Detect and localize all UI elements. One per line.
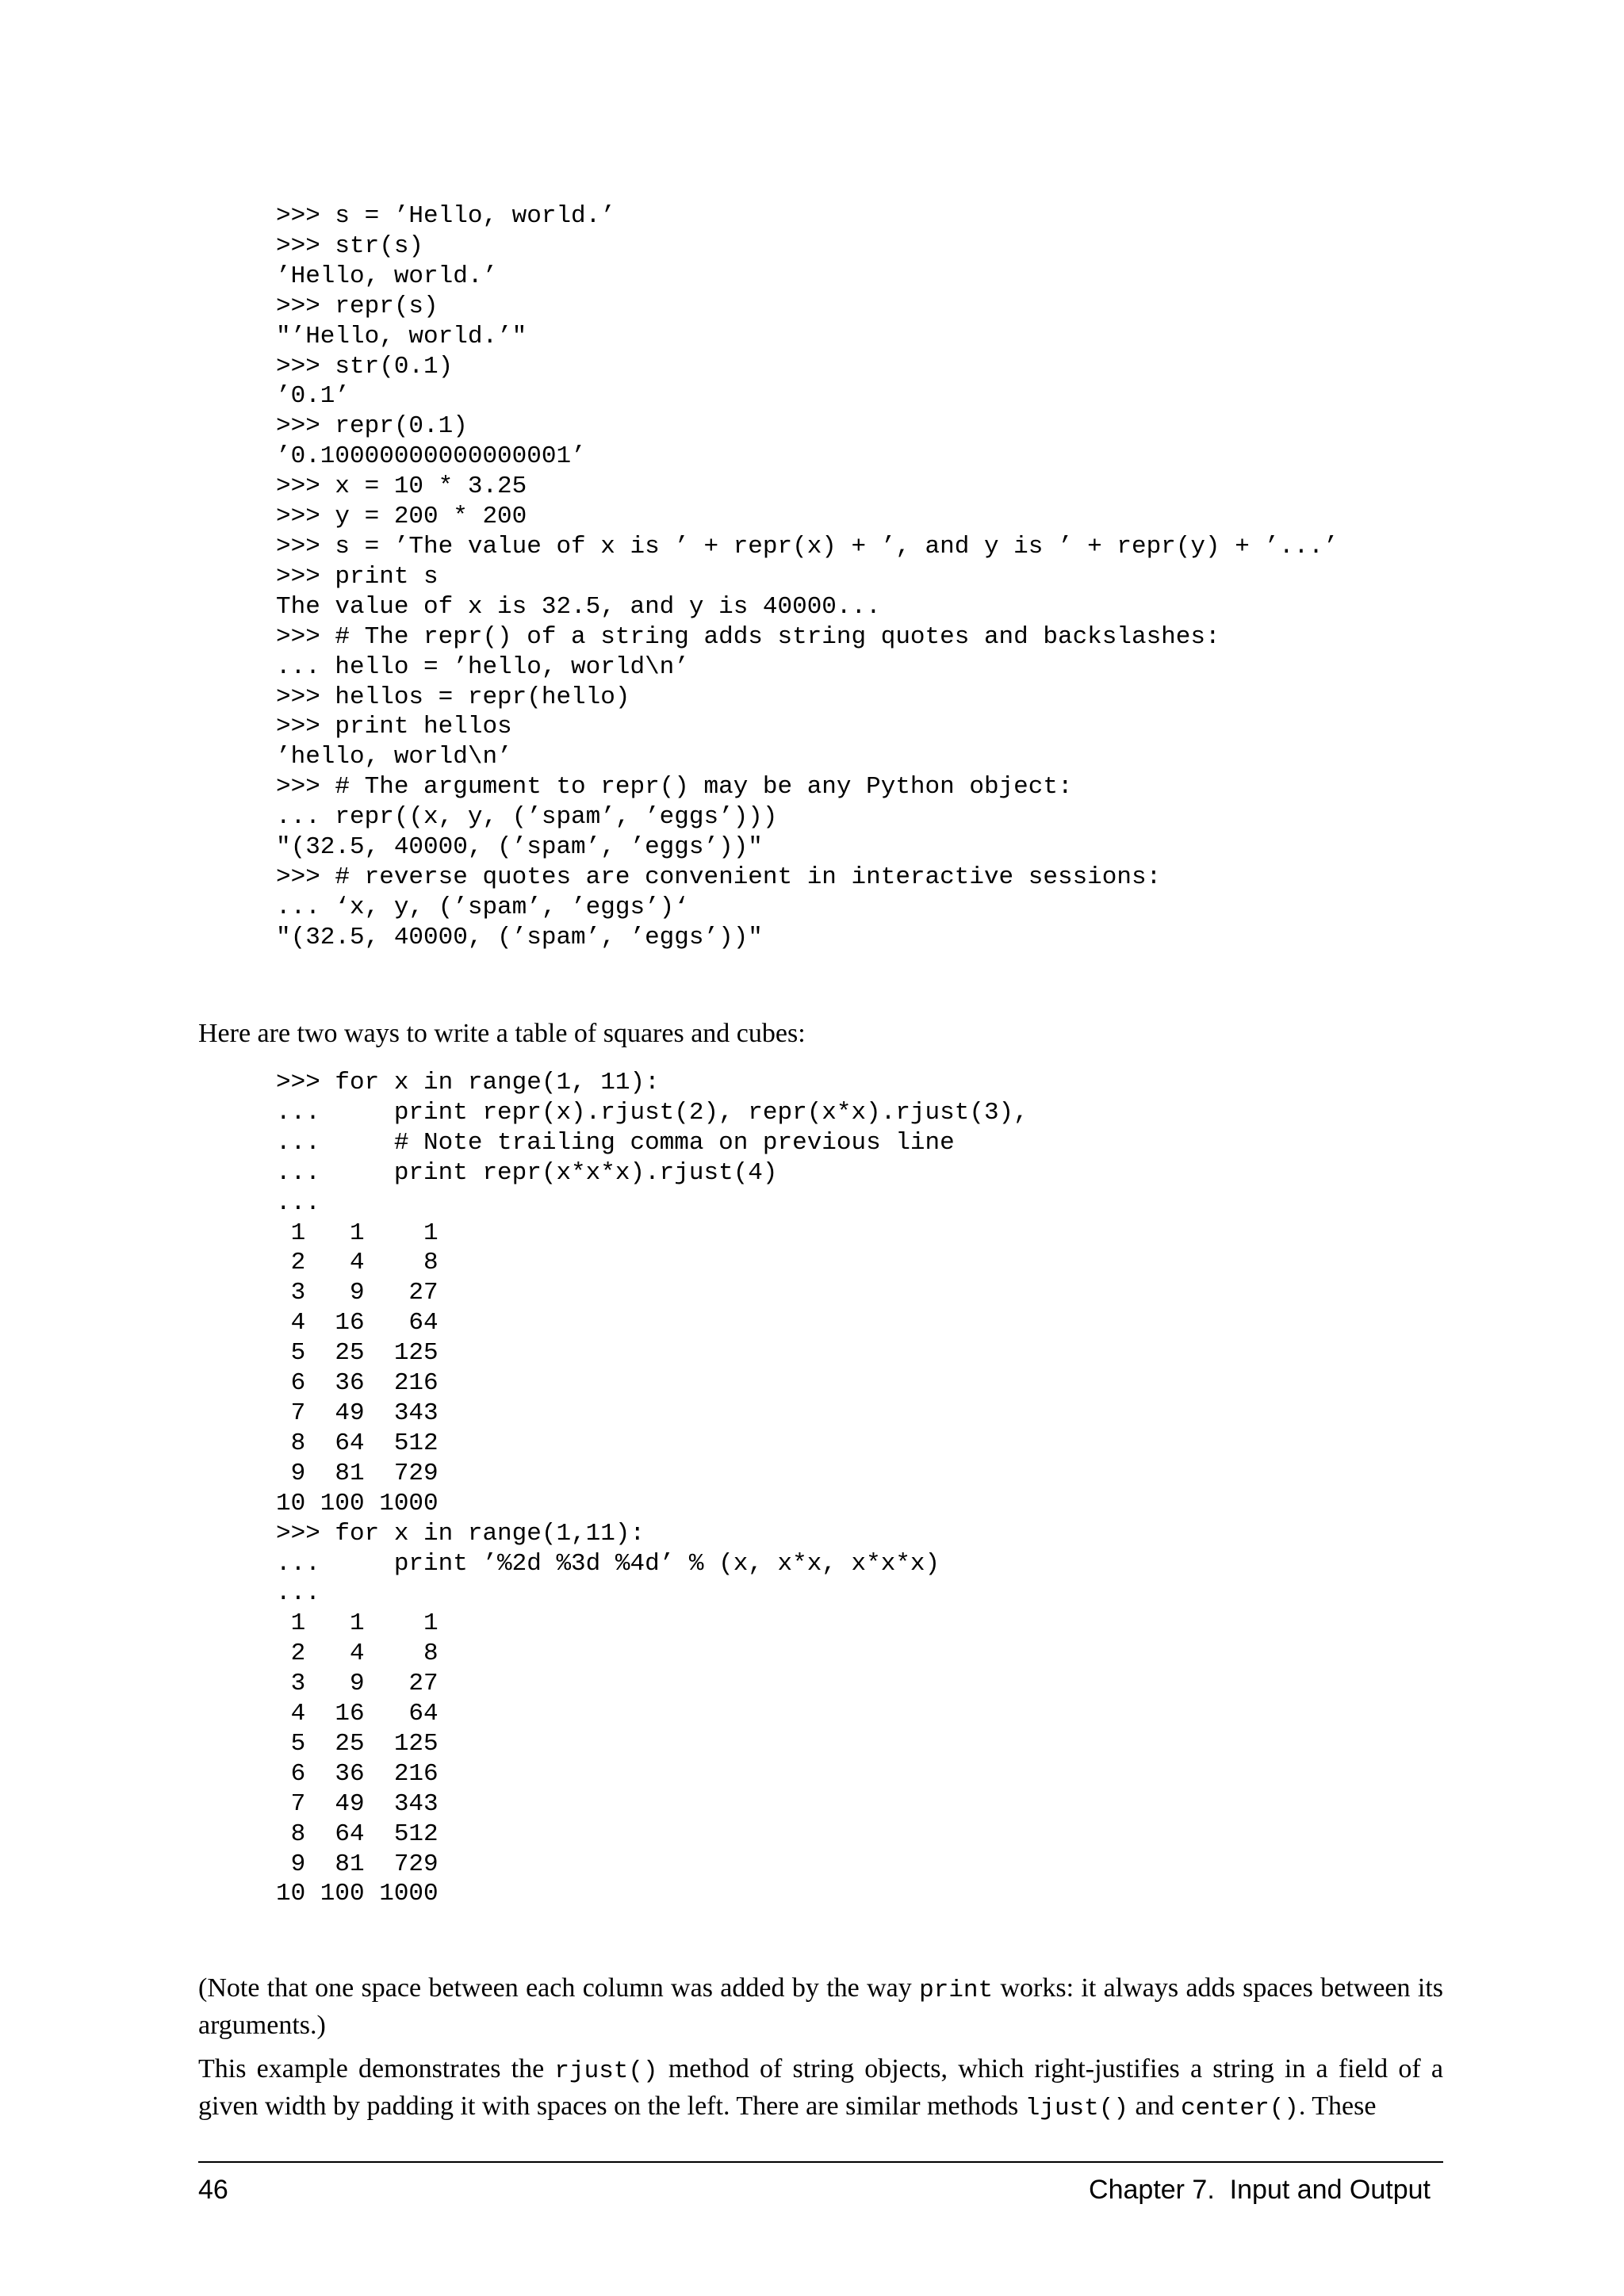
code-line: 3 9 27 xyxy=(276,1670,439,1698)
code-line: 10 100 1000 xyxy=(276,1880,439,1908)
code-line: 2 4 8 xyxy=(276,1249,439,1277)
rjust-text-3: and xyxy=(1128,2091,1182,2121)
code-line: ... hello = ’hello, world\n’ xyxy=(276,652,689,681)
code-line: ... print ’%2d %3d %4d’ % (x, x*x, x*x*x) xyxy=(276,1549,940,1578)
code-line: ... # Note trailing comma on previous line xyxy=(276,1128,955,1157)
code-block-repr-examples xyxy=(276,201,1338,953)
code-line: ’Hello, world.’ xyxy=(276,262,498,290)
code-line: >>> print hellos xyxy=(276,713,512,741)
code-line: >>> str(s) xyxy=(276,232,424,260)
code-line: ’hello, world\n’ xyxy=(276,743,512,771)
code-line: 3 9 27 xyxy=(276,1279,439,1307)
intro-paragraph: Here are two ways to write a table of squares and cubes: xyxy=(198,1019,806,1048)
inline-code-print: print xyxy=(919,1976,994,2004)
code-line: The value of x is 32.5, and y is 40000... xyxy=(276,592,881,621)
code-line: 5 25 125 xyxy=(276,1339,439,1368)
code-line: 4 16 64 xyxy=(276,1309,439,1337)
code-line: 9 81 729 xyxy=(276,1459,439,1487)
note-text-before: (Note that one space between each column was added by the way xyxy=(198,1973,920,2003)
inline-code-ljust: ljust() xyxy=(1025,2095,1128,2122)
code-line: ’0.10000000000000001’ xyxy=(276,442,586,471)
note-text-after: works: it always adds spaces between its arguments.) xyxy=(198,1973,1443,2040)
code-line: >>> s = ’The value of x is ’ + repr(x) + ’, and y is ’ + repr(y) + ’...’ xyxy=(276,532,1339,561)
code-line: 4 16 64 xyxy=(276,1700,439,1728)
code-line: 5 25 125 xyxy=(276,1729,439,1758)
code-line: >>> hellos = repr(hello) xyxy=(276,683,630,711)
code-line: >>> for x in range(1,11): xyxy=(276,1519,645,1548)
code-line: >>> str(0.1) xyxy=(276,352,454,381)
rjust-text-4: . These xyxy=(1298,2091,1377,2121)
code-line: 7 49 343 xyxy=(276,1399,439,1427)
code-line: >>> for x in range(1, 11): xyxy=(276,1069,660,1096)
rjust-text-1: This example demonstrates the xyxy=(198,2054,555,2084)
code-line: >>> repr(s) xyxy=(276,292,439,320)
code-line: 1 1 1 xyxy=(276,1609,439,1638)
footer-divider xyxy=(198,2161,1443,2163)
code-block-squares-cubes xyxy=(276,1068,1028,1909)
code-line: >>> y = 200 * 200 xyxy=(276,503,527,531)
code-line: 10 100 1000 xyxy=(276,1489,439,1517)
code-line: >>> # The argument to repr() may be any Python object: xyxy=(276,773,1073,802)
code-line: >>> x = 10 * 3.25 xyxy=(276,473,527,501)
code-line: 6 36 216 xyxy=(276,1369,439,1398)
code-line: ... print repr(x*x*x).rjust(4) xyxy=(276,1158,778,1187)
code-line: >>> print s xyxy=(276,562,439,591)
code-line: ... repr((x, y, (’spam’, ’eggs’))) xyxy=(276,803,778,832)
code-line: ... xyxy=(276,1188,320,1217)
chapter-title: Chapter 7. Input and Output xyxy=(1089,2175,1431,2205)
inline-code-center: center() xyxy=(1181,2095,1299,2122)
code-line: 9 81 729 xyxy=(276,1850,439,1878)
code-line: >>> repr(0.1) xyxy=(276,412,468,441)
note-paragraph xyxy=(198,1971,1443,2043)
code-line: ... print repr(x).rjust(2), repr(x*x).rjust(3), xyxy=(276,1098,1028,1127)
code-line: ... xyxy=(276,1579,320,1608)
code-line: ... ‘x, y, (’spam’, ’eggs’)‘ xyxy=(276,893,689,921)
code-line: >>> s = ’Hello, world.’ xyxy=(276,202,615,230)
code-line: 1 1 1 xyxy=(276,1219,439,1247)
code-line: 8 64 512 xyxy=(276,1429,439,1457)
code-line: 6 36 216 xyxy=(276,1759,439,1788)
code-line: 2 4 8 xyxy=(276,1640,439,1668)
rjust-text-2: method of string objects, which right-justifies a string in a field of a given width by padding it with spaces on the left. There are similar methods xyxy=(198,2054,1444,2121)
code-line: ’0.1’ xyxy=(276,382,350,411)
code-line: "’Hello, world.’" xyxy=(276,322,527,350)
code-line: >>> # The repr() of a string adds string quotes and backslashes: xyxy=(276,622,1220,651)
code-line: >>> # reverse quotes are convenient in interactive sessions: xyxy=(276,863,1162,891)
rjust-paragraph xyxy=(198,2052,1443,2126)
code-line: 7 49 343 xyxy=(276,1789,439,1818)
page-number: 46 xyxy=(198,2175,228,2205)
code-line: 8 64 512 xyxy=(276,1820,439,1848)
code-line: "(32.5, 40000, (’spam’, ’eggs’))" xyxy=(276,833,763,862)
code-line: "(32.5, 40000, (’spam’, ’eggs’))" xyxy=(276,923,763,951)
inline-code-rjust: rjust() xyxy=(554,2057,658,2085)
